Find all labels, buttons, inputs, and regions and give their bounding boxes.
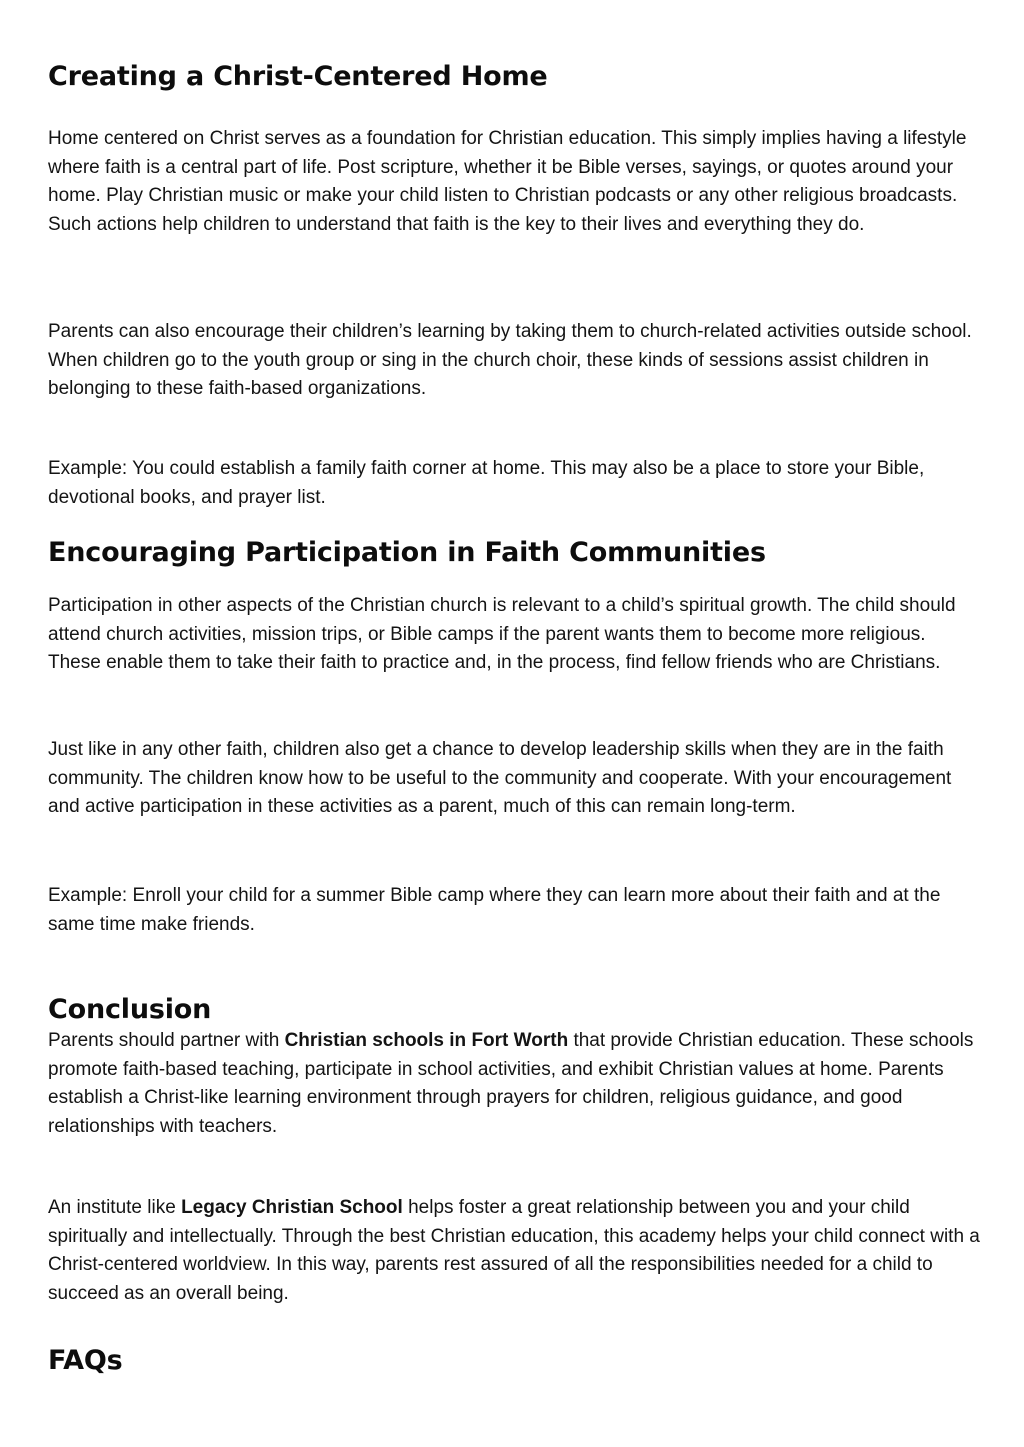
paragraph-community-example: Example: Enroll your child for a summer Bible camp where they can learn more about their faith and at the same time make friends. [48,885,941,935]
institute-text-rest: helps foster a great relationship between you and your child spiritually and intellectually. Through the best Christian education, this academy helps your child connect with a Christ-centered worldview. In this way, parents rest assured of all the responsibilities needed for a child to succeed as an overall being. [48,1197,980,1304]
institute-text-lead: An institute like [48,1197,182,1218]
conclusion-text-lead: Parents should partner with [48,1030,285,1051]
paragraph-conclusion-partner [48,1027,980,1141]
section-heading-christ-centered-home: Creating a Christ-Centered Home [48,61,548,92]
paragraph-home-example: Example: You could establish a family faith corner at home. This may also be a place to store your Bible, devotional books, and prayer list. [48,458,925,508]
paragraph-community-participation: Participation in other aspects of the Christian church is relevant to a child’s spiritual growth. The child should attend church activities, mission trips, or Bible camps if the parent wants them to become more religious. These enable them to take their faith to practice and, in the process, find fellow friends who are Christians. [48,595,956,673]
paragraph-conclusion-institute [48,1194,980,1308]
paragraph-home-intro: Home centered on Christ serves as a foundation for Christian education. This simply implies having a lifestyle where faith is a central part of life. Post scripture, whether it be Bible verses, sayings, or quotes around your home. Play Christian music or make your child listen to Christian podcasts or any other religious broadcasts. Such actions help children to understand that faith is the key to their lives and everything they do. [48,128,967,235]
section-heading-faith-communities: Encouraging Participation in Faith Communities [48,537,766,568]
paragraph-home-activities: Parents can also encourage their children’s learning by taking them to church-related activities outside school. When children go to the youth group or sing in the church choir, these kinds of sessions assist children in belonging to these faith-based organizations. [48,321,972,399]
legacy-christian-school-name: Legacy Christian School [181,1197,403,1218]
section-heading-conclusion: Conclusion [48,994,212,1025]
section-heading-faqs: FAQs [48,1345,123,1376]
christian-schools-fort-worth-link: Christian schools in Fort Worth [284,1030,569,1051]
conclusion-text-rest: that provide Christian education. These schools promote faith-based teaching, participate in school activities, and exhibit Christian values at home. Parents establish a Christ-like learning environment through prayers for children, religious guidance, and good relationships with teachers. [48,1030,974,1137]
paragraph-community-leadership: Just like in any other faith, children also get a chance to develop leadership skills when they are in the faith community. The children know how to be useful to the community and cooperate. With your encouragement and active participation in these activities as a parent, much of this can remain long-term. [48,739,952,817]
